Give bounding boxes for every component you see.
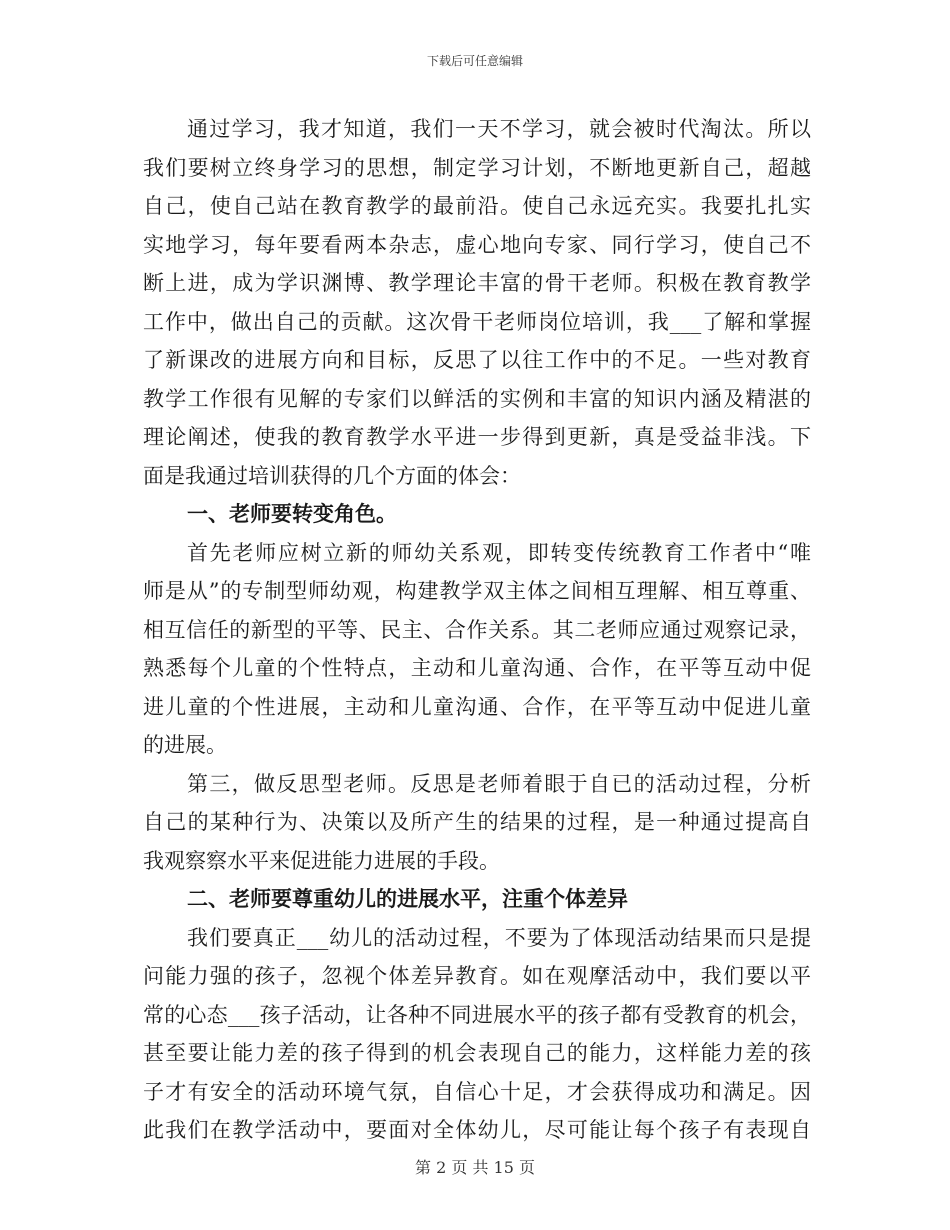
section-heading: 一、老师要转变角色。 <box>187 501 397 526</box>
text-line: 了新课改的进展方向和目标，反思了以往工作中的不足。一些对教育 <box>143 348 811 372</box>
text-line: 通过学习，我才知道，我们一天不学习，就会被时代淘汰。所以 <box>187 117 811 141</box>
text-line: 首先老师应树立新的师幼关系观，即转变传统教育工作者中“唯 <box>187 540 811 565</box>
document-body <box>143 110 811 1150</box>
text-line: 此我们在教学活动中，要面对全体幼儿，尽可能让每个孩子有表现自 <box>143 1118 811 1142</box>
section-heading: 二、老师要尊重幼儿的进展水平，注重个体差异 <box>187 886 628 911</box>
text-line: 断上进，成为学识渊博、教学理论丰富的骨干老师。积极在教育教学 <box>143 271 811 295</box>
text-line: 甚至要让能力差的孩子得到的机会表现自己的能力，这样能力差的孩 <box>143 1041 811 1065</box>
text-line: 进儿童的个性进展，主动和儿童沟通、合作，在平等互动中促进儿童 <box>143 694 811 719</box>
page-header-note: 下载后可任意编辑 <box>426 54 523 68</box>
text-line: 我们要真正___幼儿的活动过程，不要为了体现活动结果而只是提 <box>187 925 811 950</box>
text-line: 相互信任的新型的平等、民主、合作关系。其二老师应通过观察记录， <box>143 617 811 642</box>
text-line: 我们要树立终身学习的思想，制定学习计划，不断地更新自己，超越 <box>143 155 811 180</box>
text-line: 师是从”的专制型师幼观，构建教学双主体之间相互理解、相互尊重、 <box>143 579 811 603</box>
text-line: 问能力强的孩子，忽视个体差异教育。如在观摩活动中，我们要以平 <box>143 964 811 988</box>
text-line: 熟悉每个儿童的个性特点，主动和儿童沟通、合作，在平等互动中促 <box>143 656 811 680</box>
text-line: 实地学习，每年要看两本杂志，虚心地向专家、同行学习，使自己不 <box>143 232 811 257</box>
text-line: 自己，使自己站在教育教学的最前沿。使自己永远充实。我要扎扎实 <box>143 194 811 218</box>
text-line: 第三，做反思型老师。反思是老师着眼于自已的活动过程，分析 <box>187 771 811 796</box>
text-line: 面是我通过培训获得的几个方面的体会： <box>143 463 521 488</box>
text-line: 常的心态___孩子活动，让各种不同进展水平的孩子都有受教育的机会， <box>143 1002 811 1027</box>
text-line: 工作中，做出自己的贡献。这次骨干老师岗位培训，我___了解和掌握 <box>143 309 811 334</box>
text-line: 的进展。 <box>143 733 227 757</box>
text-line: 自己的某种行为、决策以及所产生的结果的过程，是一种通过提高自 <box>143 810 811 834</box>
text-line: 理论阐述，使我的教育教学水平进一步得到更新，真是受益非浅。下 <box>143 425 811 449</box>
text-line: 子才有安全的活动环境气氛，自信心十足，才会获得成功和满足。因 <box>143 1079 811 1104</box>
text-line: 我观察察水平来促进能力进展的手段。 <box>143 848 500 873</box>
text-line: 教学工作很有见解的专家们以鲜活的实例和丰富的知识内涵及精湛的 <box>143 386 811 411</box>
page-number-footer: 第 2 页 共 15 页 <box>415 1158 535 1177</box>
